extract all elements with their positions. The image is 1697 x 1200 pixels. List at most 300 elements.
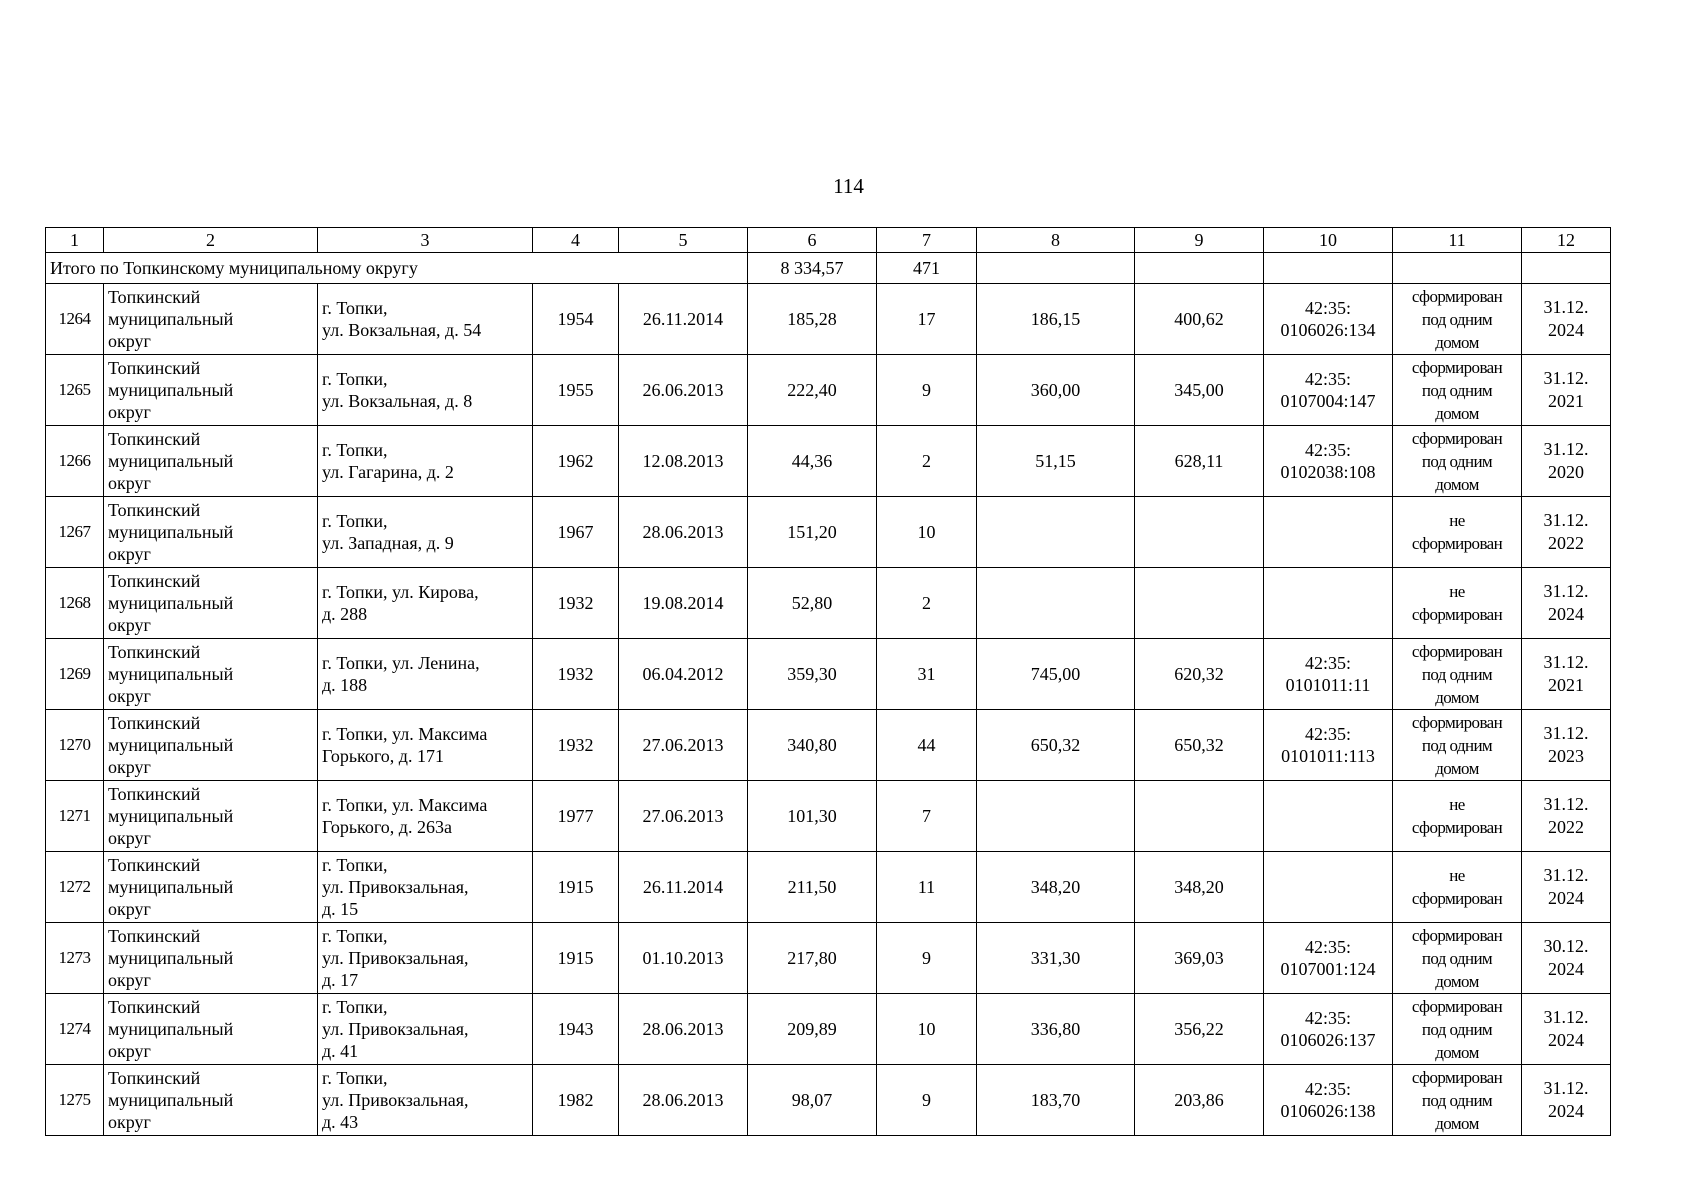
column-number: 2	[104, 228, 318, 253]
cell-land-status-line: сформирован	[1411, 925, 1503, 945]
cell-district-line: муниципальный	[108, 522, 234, 542]
cell-deadline-line: 2021	[1548, 391, 1584, 411]
cell-date: 19.08.2014	[619, 568, 748, 639]
cell-district	[104, 426, 318, 497]
cell-district-line: Топкинский	[108, 855, 201, 875]
cell-land-area-1	[977, 497, 1135, 568]
cell-district-line: муниципальный	[108, 451, 234, 471]
table-row	[46, 639, 1611, 710]
cell-district-line: Топкинский	[108, 287, 201, 307]
cell-address	[318, 355, 533, 426]
cell-district-line: муниципальный	[108, 877, 234, 897]
cell-cadastral-number	[1264, 426, 1393, 497]
cell-deadline	[1522, 923, 1611, 994]
cell-district-line: Топкинский	[108, 713, 201, 733]
cell-land-status-line: сформирован	[1411, 605, 1503, 624]
cell-land-status-line: не	[1449, 866, 1465, 885]
cell-address-line: г. Топки,	[322, 855, 388, 875]
table-row	[46, 284, 1611, 355]
cell-cadastral-number	[1264, 994, 1393, 1065]
cell-land-area-2: 356,22	[1135, 994, 1264, 1065]
cell-area: 98,07	[748, 1065, 877, 1136]
cell-cadastral-number-line: 0106026:138	[1280, 1101, 1376, 1121]
cell-district	[104, 994, 318, 1065]
cell-address-line: ул. Привокзальная,	[322, 948, 469, 968]
cell-land-status-line: сформирован	[1411, 712, 1503, 732]
cell-district-line: муниципальный	[108, 664, 234, 684]
cell-address	[318, 497, 533, 568]
cell-deadline-line: 2024	[1548, 1030, 1584, 1050]
cell-district-line: Топкинский	[108, 500, 201, 520]
cell-date: 01.10.2013	[619, 923, 748, 994]
cell-district-line: Топкинский	[108, 784, 201, 804]
cell-address-line: г. Топки, ул. Кирова,	[322, 582, 479, 602]
cell-cadastral-number	[1264, 639, 1393, 710]
cell-cadastral-number	[1264, 355, 1393, 426]
cell-district	[104, 639, 318, 710]
cell-district-line: округ	[108, 1112, 151, 1132]
cell-address-line: г. Топки,	[322, 1068, 388, 1088]
cell-address	[318, 284, 533, 355]
cell-area: 217,80	[748, 923, 877, 994]
cell-district	[104, 355, 318, 426]
cell-cadastral-number-line: 42:35:	[1304, 1079, 1351, 1099]
cell-address-line: г. Топки,	[322, 997, 388, 1017]
cell-date: 26.06.2013	[619, 355, 748, 426]
cell-land-area-2	[1135, 568, 1264, 639]
cell-year: 1943	[533, 994, 619, 1065]
cell-address	[318, 994, 533, 1065]
total-label: Итого по Топкинскому муниципальному округу	[46, 253, 748, 284]
cell-resident-count: 2	[877, 426, 977, 497]
cell-district	[104, 781, 318, 852]
cell-district-line: округ	[108, 686, 151, 706]
cell-resident-count: 10	[877, 994, 977, 1065]
table-row	[46, 497, 1611, 568]
cell-resident-count: 11	[877, 852, 977, 923]
cell-deadline-line: 31.12.	[1543, 1007, 1589, 1027]
cell-deadline-line: 31.12.	[1543, 510, 1589, 530]
cell-date: 28.06.2013	[619, 497, 748, 568]
cell-land-area-2: 620,32	[1135, 639, 1264, 710]
table-body	[46, 228, 1611, 1136]
cell-address-line: ул. Западная, д. 9	[322, 533, 454, 553]
cell-address	[318, 639, 533, 710]
cell-land-status-line: под одним	[1421, 948, 1493, 968]
cell-cadastral-number	[1264, 923, 1393, 994]
cell-district-line: Топкинский	[108, 1068, 201, 1088]
cell-resident-count: 17	[877, 284, 977, 355]
cell-address-line: ул. Привокзальная,	[322, 1090, 469, 1110]
cell-land-status-line: под одним	[1421, 1090, 1493, 1110]
cell-land-status-line: домом	[1435, 474, 1479, 494]
column-number: 1	[46, 228, 104, 253]
cell-resident-count: 9	[877, 923, 977, 994]
page-number: 114	[833, 174, 864, 198]
cell-address-line: д. 41	[322, 1041, 359, 1061]
cell-resident-count: 9	[877, 355, 977, 426]
cell-address-line: ул. Вокзальная, д. 54	[322, 320, 482, 340]
cell-district-line: муниципальный	[108, 380, 234, 400]
cell-cadastral-number-line: 42:35:	[1304, 369, 1351, 389]
cell-land-area-2: 348,20	[1135, 852, 1264, 923]
cell-row-number: 1268	[46, 568, 104, 639]
cell-land-area-1: 650,32	[977, 710, 1135, 781]
cell-land-status-line: домом	[1435, 1113, 1479, 1133]
cell-address-line: ул. Привокзальная,	[322, 877, 469, 897]
cell-district-line: муниципальный	[108, 1090, 234, 1110]
cell-address-line: г. Топки, ул. Максима	[322, 795, 488, 815]
column-number: 4	[533, 228, 619, 253]
cell-land-status-line: под одним	[1421, 451, 1493, 471]
cell-resident-count: 7	[877, 781, 977, 852]
cell-deadline	[1522, 781, 1611, 852]
empty-cell	[1393, 253, 1522, 284]
cell-row-number: 1269	[46, 639, 104, 710]
cell-row-number: 1270	[46, 710, 104, 781]
cell-area: 185,28	[748, 284, 877, 355]
cell-address-line: г. Топки, ул. Ленина,	[322, 653, 480, 673]
cell-district-line: округ	[108, 331, 151, 351]
cell-area: 151,20	[748, 497, 877, 568]
cell-row-number: 1265	[46, 355, 104, 426]
cell-row-number: 1272	[46, 852, 104, 923]
cell-cadastral-number-line: 42:35:	[1304, 440, 1351, 460]
cell-deadline-line: 2022	[1548, 817, 1584, 837]
cell-row-number: 1273	[46, 923, 104, 994]
cell-cadastral-number-line: 42:35:	[1304, 298, 1351, 318]
cell-land-status-line: не	[1449, 582, 1465, 601]
cell-year: 1915	[533, 852, 619, 923]
cell-year: 1954	[533, 284, 619, 355]
cell-deadline	[1522, 994, 1611, 1065]
cell-address	[318, 426, 533, 497]
cell-row-number: 1271	[46, 781, 104, 852]
cell-land-status-line: сформирован	[1411, 889, 1503, 908]
cell-land-status-line: сформирован	[1411, 357, 1503, 377]
cell-cadastral-number-line: 42:35:	[1304, 1008, 1351, 1028]
cell-land-status-line: домом	[1435, 758, 1479, 778]
cell-cadastral-number-line: 0101011:113	[1281, 746, 1375, 766]
cell-district-line: муниципальный	[108, 1019, 234, 1039]
cell-land-area-1: 336,80	[977, 994, 1135, 1065]
cell-land-status	[1393, 497, 1522, 568]
cell-row-number: 1267	[46, 497, 104, 568]
cell-land-area-2: 203,86	[1135, 1065, 1264, 1136]
column-number: 9	[1135, 228, 1264, 253]
cell-land-status	[1393, 923, 1522, 994]
cell-district-line: муниципальный	[108, 948, 234, 968]
cell-address-line: д. 17	[322, 970, 359, 990]
cell-year: 1982	[533, 1065, 619, 1136]
cell-area: 52,80	[748, 568, 877, 639]
cell-district-line: муниципальный	[108, 309, 234, 329]
column-number: 7	[877, 228, 977, 253]
cell-deadline-line: 31.12.	[1543, 439, 1589, 459]
cell-address-line: ул. Гагарина, д. 2	[322, 462, 454, 482]
cell-land-status	[1393, 568, 1522, 639]
cell-land-status-line: домом	[1435, 971, 1479, 991]
cell-year: 1955	[533, 355, 619, 426]
cell-land-status-line: под одним	[1421, 309, 1493, 329]
cell-area: 44,36	[748, 426, 877, 497]
cell-district-line: округ	[108, 970, 151, 990]
cell-land-area-1	[977, 568, 1135, 639]
cell-district	[104, 497, 318, 568]
cell-land-status	[1393, 284, 1522, 355]
cell-date: 26.11.2014	[619, 852, 748, 923]
cell-address	[318, 852, 533, 923]
total-row	[46, 253, 1611, 284]
cell-cadastral-number-line: 0107004:147	[1280, 391, 1376, 411]
cell-deadline-line: 2023	[1548, 746, 1584, 766]
housing-registry-table	[45, 227, 1611, 1136]
table-row	[46, 852, 1611, 923]
cell-date: 28.06.2013	[619, 1065, 748, 1136]
cell-address-line: Горького, д. 263а	[322, 817, 452, 837]
cell-deadline-line: 31.12.	[1543, 865, 1589, 885]
cell-deadline-line: 2020	[1548, 462, 1584, 482]
cell-land-status-line: сформирован	[1411, 534, 1503, 553]
cell-year: 1932	[533, 639, 619, 710]
cell-cadastral-number-line: 42:35:	[1304, 724, 1351, 744]
empty-cell	[1135, 253, 1264, 284]
cell-land-status-line: под одним	[1421, 735, 1493, 755]
cell-land-status-line: сформирован	[1411, 996, 1503, 1016]
empty-cell	[977, 253, 1135, 284]
cell-land-area-1: 51,15	[977, 426, 1135, 497]
cell-year: 1977	[533, 781, 619, 852]
cell-row-number: 1274	[46, 994, 104, 1065]
cell-deadline-line: 2022	[1548, 533, 1584, 553]
cell-area: 222,40	[748, 355, 877, 426]
cell-land-status-line: сформирован	[1411, 641, 1503, 661]
table-row	[46, 1065, 1611, 1136]
cell-land-status-line: сформирован	[1411, 818, 1503, 837]
cell-deadline	[1522, 355, 1611, 426]
cell-land-status-line: под одним	[1421, 664, 1493, 684]
cell-row-number: 1266	[46, 426, 104, 497]
cell-land-area-1: 186,15	[977, 284, 1135, 355]
cell-resident-count: 10	[877, 497, 977, 568]
cell-deadline-line: 2024	[1548, 1101, 1584, 1121]
cell-land-status-line: сформирован	[1411, 428, 1503, 448]
cell-land-status-line: домом	[1435, 1042, 1479, 1062]
cell-land-area-2: 650,32	[1135, 710, 1264, 781]
cell-address-line: г. Топки,	[322, 298, 388, 318]
cell-land-area-1: 331,30	[977, 923, 1135, 994]
total-area: 8 334,57	[748, 253, 877, 284]
cell-district-line: округ	[108, 828, 151, 848]
empty-cell	[1264, 253, 1393, 284]
cell-land-status	[1393, 710, 1522, 781]
cell-land-status	[1393, 355, 1522, 426]
cell-land-area-1	[977, 781, 1135, 852]
table-row	[46, 781, 1611, 852]
cell-land-status-line: не	[1449, 795, 1465, 814]
table-row	[46, 426, 1611, 497]
column-number: 8	[977, 228, 1135, 253]
cell-land-status-line: сформирован	[1411, 1067, 1503, 1087]
table-row	[46, 568, 1611, 639]
cell-cadastral-number	[1264, 781, 1393, 852]
cell-district-line: округ	[108, 1041, 151, 1061]
cell-address-line: д. 43	[322, 1112, 359, 1132]
column-number: 12	[1522, 228, 1611, 253]
cell-deadline-line: 31.12.	[1543, 794, 1589, 814]
cell-land-status	[1393, 426, 1522, 497]
cell-area: 211,50	[748, 852, 877, 923]
cell-cadastral-number-line: 0106026:137	[1280, 1030, 1376, 1050]
cell-resident-count: 31	[877, 639, 977, 710]
cell-district-line: округ	[108, 615, 151, 635]
cell-land-area-2	[1135, 497, 1264, 568]
cell-deadline	[1522, 852, 1611, 923]
cell-land-status-line: домом	[1435, 687, 1479, 707]
cell-land-area-2: 369,03	[1135, 923, 1264, 994]
cell-address-line: д. 15	[322, 899, 359, 919]
cell-land-status	[1393, 1065, 1522, 1136]
cell-district-line: округ	[108, 757, 151, 777]
cell-resident-count: 2	[877, 568, 977, 639]
cell-cadastral-number-line: 0102038:108	[1280, 462, 1376, 482]
cell-district-line: Топкинский	[108, 571, 201, 591]
cell-area: 101,30	[748, 781, 877, 852]
cell-address	[318, 1065, 533, 1136]
cell-land-status-line: сформирован	[1411, 286, 1503, 306]
cell-address-line: г. Топки,	[322, 369, 388, 389]
cell-year: 1932	[533, 568, 619, 639]
table-row	[46, 710, 1611, 781]
cell-year: 1962	[533, 426, 619, 497]
cell-land-status-line: домом	[1435, 332, 1479, 352]
cell-deadline	[1522, 710, 1611, 781]
cell-cadastral-number	[1264, 284, 1393, 355]
cell-deadline-line: 30.12.	[1543, 936, 1589, 956]
cell-district-line: округ	[108, 473, 151, 493]
cell-address-line: г. Топки,	[322, 926, 388, 946]
cell-area: 340,80	[748, 710, 877, 781]
cell-deadline-line: 31.12.	[1543, 652, 1589, 672]
cell-land-area-2: 345,00	[1135, 355, 1264, 426]
cell-land-status-line: под одним	[1421, 1019, 1493, 1039]
cell-address	[318, 923, 533, 994]
cell-address	[318, 568, 533, 639]
cell-land-status	[1393, 994, 1522, 1065]
cell-cadastral-number	[1264, 497, 1393, 568]
cell-cadastral-number-line: 42:35:	[1304, 937, 1351, 957]
cell-land-area-2: 400,62	[1135, 284, 1264, 355]
cell-district	[104, 710, 318, 781]
cell-row-number: 1264	[46, 284, 104, 355]
cell-land-area-2	[1135, 781, 1264, 852]
cell-district	[104, 284, 318, 355]
cell-deadline	[1522, 426, 1611, 497]
column-number: 3	[318, 228, 533, 253]
cell-cadastral-number	[1264, 568, 1393, 639]
cell-deadline-line: 31.12.	[1543, 297, 1589, 317]
cell-district-line: Топкинский	[108, 429, 201, 449]
cell-deadline-line: 2024	[1548, 604, 1584, 624]
cell-date: 12.08.2013	[619, 426, 748, 497]
cell-land-area-1: 360,00	[977, 355, 1135, 426]
cell-deadline-line: 2021	[1548, 675, 1584, 695]
cell-deadline	[1522, 1065, 1611, 1136]
cell-district-line: муниципальный	[108, 806, 234, 826]
cell-deadline-line: 31.12.	[1543, 723, 1589, 743]
cell-land-area-1: 745,00	[977, 639, 1135, 710]
column-number: 5	[619, 228, 748, 253]
cell-district-line: округ	[108, 402, 151, 422]
cell-deadline	[1522, 497, 1611, 568]
table-row	[46, 923, 1611, 994]
cell-cadastral-number	[1264, 710, 1393, 781]
cell-deadline-line: 2024	[1548, 320, 1584, 340]
table-row	[46, 994, 1611, 1065]
cell-land-status-line: под одним	[1421, 380, 1493, 400]
cell-cadastral-number-line: 42:35:	[1304, 653, 1351, 673]
cell-district	[104, 852, 318, 923]
cell-land-area-1: 348,20	[977, 852, 1135, 923]
cell-deadline-line: 2024	[1548, 959, 1584, 979]
cell-district-line: Топкинский	[108, 358, 201, 378]
cell-deadline-line: 31.12.	[1543, 581, 1589, 601]
cell-address-line: д. 288	[322, 604, 368, 624]
cell-address-line: г. Топки,	[322, 440, 388, 460]
empty-cell	[1522, 253, 1611, 284]
cell-cadastral-number-line: 0101011:11	[1285, 675, 1371, 695]
cell-address-line: г. Топки,	[322, 511, 388, 531]
cell-area: 209,89	[748, 994, 877, 1065]
column-number: 6	[748, 228, 877, 253]
cell-date: 27.06.2013	[619, 710, 748, 781]
cell-deadline	[1522, 284, 1611, 355]
cell-address-line: Горького, д. 171	[322, 746, 444, 766]
cell-deadline-line: 31.12.	[1543, 368, 1589, 388]
cell-date: 28.06.2013	[619, 994, 748, 1065]
cell-district-line: Топкинский	[108, 642, 201, 662]
cell-address-line: ул. Вокзальная, д. 8	[322, 391, 473, 411]
cell-cadastral-number-line: 0107001:124	[1280, 959, 1376, 979]
cell-district-line: Топкинский	[108, 926, 201, 946]
cell-deadline-line: 2024	[1548, 888, 1584, 908]
cell-land-status	[1393, 639, 1522, 710]
column-number: 11	[1393, 228, 1522, 253]
cell-area: 359,30	[748, 639, 877, 710]
cell-address-line: ул. Привокзальная,	[322, 1019, 469, 1039]
cell-cadastral-number-line: 0106026:134	[1280, 320, 1376, 340]
cell-date: 26.11.2014	[619, 284, 748, 355]
table-row	[46, 355, 1611, 426]
cell-district	[104, 568, 318, 639]
cell-address	[318, 710, 533, 781]
cell-district-line: муниципальный	[108, 593, 234, 613]
cell-land-status	[1393, 781, 1522, 852]
cell-resident-count: 9	[877, 1065, 977, 1136]
cell-row-number: 1275	[46, 1065, 104, 1136]
cell-resident-count: 44	[877, 710, 977, 781]
cell-land-status	[1393, 852, 1522, 923]
cell-land-status-line: не	[1449, 511, 1465, 530]
cell-date: 27.06.2013	[619, 781, 748, 852]
cell-district-line: округ	[108, 899, 151, 919]
cell-district-line: муниципальный	[108, 735, 234, 755]
cell-land-area-1: 183,70	[977, 1065, 1135, 1136]
cell-land-area-2: 628,11	[1135, 426, 1264, 497]
cell-address-line: д. 188	[322, 675, 368, 695]
cell-year: 1915	[533, 923, 619, 994]
cell-district	[104, 1065, 318, 1136]
